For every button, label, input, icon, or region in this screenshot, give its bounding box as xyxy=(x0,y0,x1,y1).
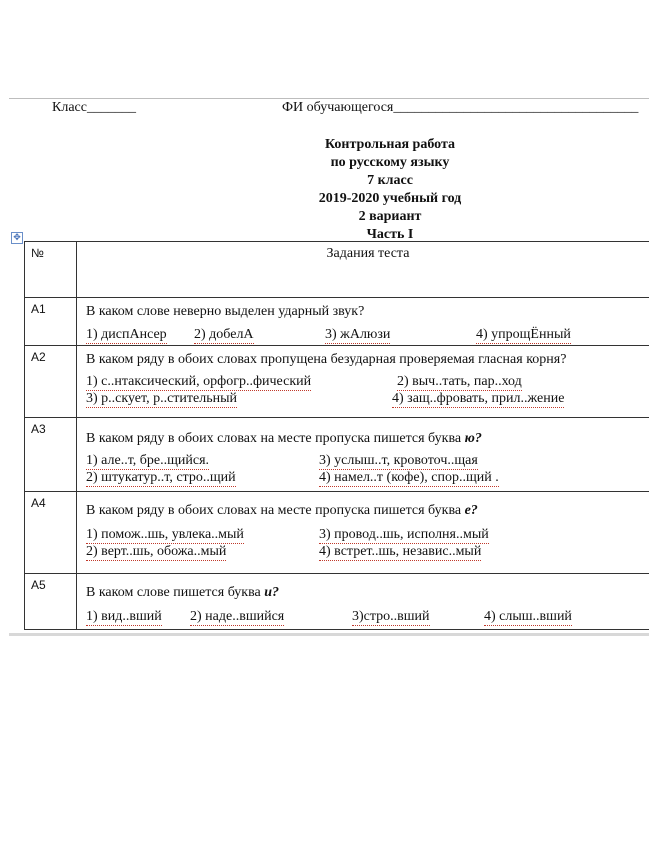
page-top-rule xyxy=(9,98,649,99)
title-line-3: 7 класс xyxy=(367,173,413,188)
answer-option: 4) слыш..вший xyxy=(484,609,572,624)
task-question: В каком слове пишется буква и? xyxy=(86,585,280,600)
answer-option: 1) помож..шь, увлека..мый xyxy=(86,527,244,542)
page-bottom-rule xyxy=(9,633,649,636)
task-question: В каком слове неверно выделен ударный звук? xyxy=(86,304,365,319)
task-number: А5 xyxy=(25,574,77,630)
answer-option: 2) добелА xyxy=(194,327,254,342)
header-tasks-cell: Задания теста xyxy=(326,246,410,261)
answer-option: 2) наде..вшийся xyxy=(190,609,285,624)
answer-option: 4) встрет..шь, независ..мый xyxy=(319,544,482,559)
answer-option: 4) защ..фровать, прил..жение xyxy=(392,391,565,406)
table-row xyxy=(25,298,649,346)
key-letter: е? xyxy=(464,503,478,518)
answer-option: 3) р..скует, р..стительный xyxy=(86,391,237,406)
answer-option: 3) услыш..т, кровоточ..щая xyxy=(319,453,478,468)
task-number: А3 xyxy=(25,418,77,492)
title-line-5: 2 вариант xyxy=(358,209,422,224)
answer-option: 3) провод..шь, исполня..мый xyxy=(319,527,489,542)
title-line-4: 2019-2020 учебный год xyxy=(318,191,462,206)
table-row xyxy=(25,574,649,630)
class-field-label: Класс_______ xyxy=(52,100,136,115)
task-question: В каком ряду в обоих словах на месте пропуска пишется буква е? xyxy=(86,503,478,518)
answer-option: 3)стро..вший xyxy=(352,609,430,624)
document-title xyxy=(300,136,480,244)
key-letter: и? xyxy=(264,585,280,600)
answer-option: 1) с..нтаксический, орфогр..фический xyxy=(86,374,312,389)
answer-option: 1) вид..вший xyxy=(86,609,162,624)
table-header-row xyxy=(25,242,649,298)
header-num-cell: № xyxy=(25,242,77,298)
answer-option: 4) намел..т (кофе), спор..щий . xyxy=(319,470,499,485)
answer-option: 1) але..т, бре..щийся. xyxy=(86,453,210,468)
title-line-1: Контрольная работа xyxy=(324,137,456,152)
table-row xyxy=(25,418,649,492)
table-move-handle-icon[interactable]: ✥ xyxy=(11,232,23,244)
answer-option: 2) верт..шь, обожа..мый xyxy=(86,544,227,559)
answer-option: 4) упрощЁнный xyxy=(476,327,571,342)
task-question: В каком ряду в обоих словах на месте пропуска пишется буква ю? xyxy=(86,431,482,446)
task-number: А2 xyxy=(25,346,77,418)
task-number: А1 xyxy=(25,298,77,346)
test-table xyxy=(24,241,649,630)
task-question: В каком ряду в обоих словах пропущена безударная проверяемая гласная корня? xyxy=(86,352,567,367)
answer-option: 3) жАлюзи xyxy=(325,327,391,342)
answer-option: 1) диспАнсер xyxy=(86,327,167,342)
task-number: А4 xyxy=(25,492,77,574)
answer-option: 2) выч..тать, пар..ход xyxy=(397,374,522,389)
key-letter: ю? xyxy=(464,431,482,446)
title-line-2: по русскому языку xyxy=(330,155,450,170)
table-row xyxy=(25,346,649,418)
title-line-6: Часть I xyxy=(366,227,414,242)
table-row xyxy=(25,492,649,574)
answer-option: 2) штукатур..т, стро..щий xyxy=(86,470,236,485)
student-name-field-label: ФИ обучающегося___________________________________ xyxy=(282,100,639,115)
